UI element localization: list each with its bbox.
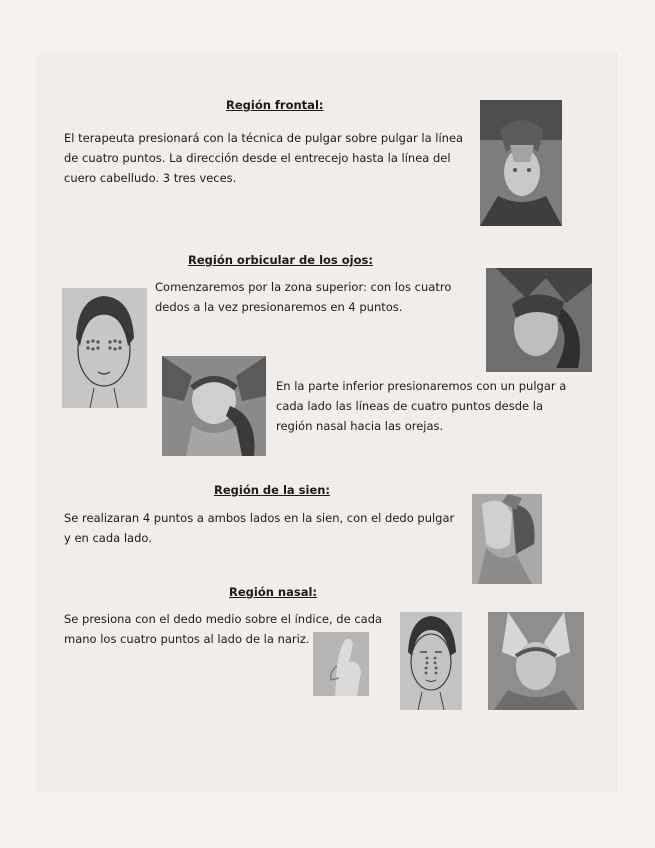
heading-frontal: Región frontal: [226, 98, 324, 112]
illustration-nasal-points [400, 612, 462, 710]
illustration-eye-points [62, 288, 147, 408]
photo-orbicular-upper [486, 268, 592, 372]
photo-orbicular-lower [162, 356, 266, 456]
heading-sien: Región de la sien: [214, 483, 331, 497]
paragraph-frontal: El terapeuta presionará con la técnica de pulgar sobre pulgar la línea de cuatro puntos. La dirección desde el entrecejo hasta la línea del cuero cabelludo. 3 tres veces. [64, 131, 464, 185]
paragraph-sien: Se realizaran 4 puntos a ambos lados en la sien, con el dedo pulgar y en cada lado. [64, 511, 455, 545]
paragraph-orbicular-lower: En la parte inferior presionaremos con un pulgar a cada lado las líneas de cuatro puntos desde la región nasal hacia las orejas. [276, 379, 567, 433]
paragraph-nasal: Se presiona con el dedo medio sobre el índice, de cada mano los cuatro puntos al lado de la nariz. [64, 612, 383, 646]
paragraph-orbicular-upper: Comenzaremos por la zona superior: con los cuatro dedos a la vez presionaremos en 4 puntos. [155, 280, 452, 314]
photo-nasal-massage [488, 612, 584, 710]
photo-frontal-massage [480, 100, 562, 226]
photo-sien-massage [472, 494, 542, 584]
heading-nasal: Región nasal: [229, 585, 318, 599]
photo-finger-position [313, 632, 369, 696]
heading-orbicular: Región orbicular de los ojos: [188, 253, 373, 267]
